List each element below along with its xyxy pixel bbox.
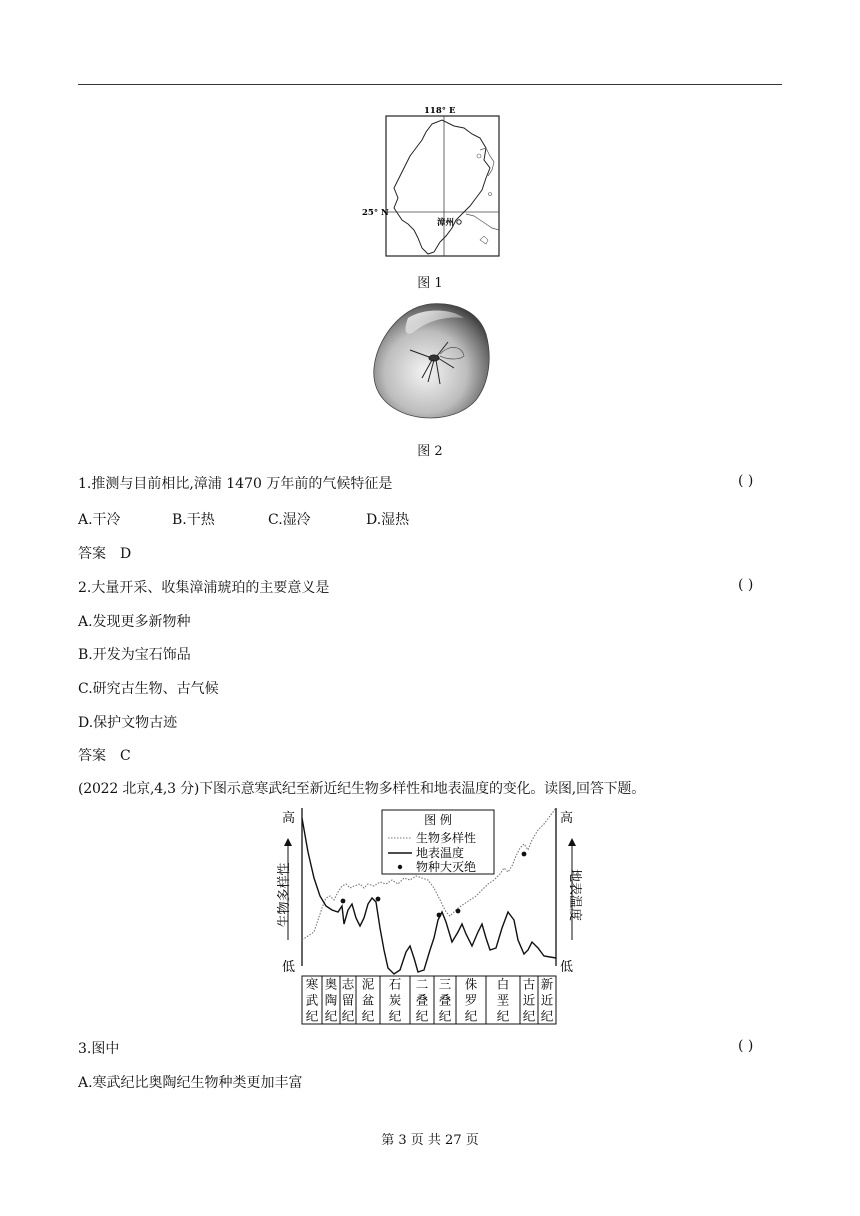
period-label-char: 纪 [361, 1008, 375, 1024]
city-label: 漳州 [437, 218, 455, 228]
period-label-char: 石 [388, 976, 402, 992]
question2-answer [78, 745, 131, 765]
period-label-char: 纪 [438, 1008, 452, 1024]
period-label-char: 叠 [415, 992, 429, 1008]
period-label-char: 纪 [388, 1008, 402, 1024]
extinction-dot [456, 909, 461, 914]
header-rule [78, 84, 782, 85]
right-arrow-head [568, 838, 576, 846]
extinction-dot [376, 897, 381, 902]
right-high-label: 高 [560, 811, 574, 826]
right-axis-label: 地表温度 [567, 868, 582, 922]
figure2-amber [368, 298, 494, 424]
option: A.干冷 [78, 512, 121, 528]
period-label-char: 留 [341, 992, 355, 1008]
answer-value: C [120, 748, 131, 764]
city-marker [457, 220, 461, 224]
period-label-char: 盆 [361, 992, 375, 1008]
period-table [302, 976, 556, 1024]
question2-stem: 2.大量开采、收集漳浦琥珀的主要意义是 [78, 580, 330, 596]
legend-swatch-extinction [398, 865, 402, 869]
left-low-label: 低 [282, 960, 296, 975]
question2-paren: ( ) [738, 577, 754, 593]
map-svg [362, 104, 502, 260]
period-label-char: 炭 [388, 992, 402, 1008]
period-label-char: 垩 [496, 992, 510, 1008]
period-label-char: 纪 [305, 1008, 319, 1024]
answer-value: D [120, 546, 132, 562]
option: D.湿热 [366, 512, 410, 528]
legend-label-extinction: 物种大灭绝 [416, 860, 477, 874]
question2-option-a: A.发现更多新物种 [78, 614, 191, 630]
period-label-char: 新 [540, 976, 554, 992]
legend-label-temperature: 地表温度 [416, 846, 465, 860]
answer-label: 答案 [78, 748, 106, 764]
extinction-dot [522, 852, 527, 857]
legend-title: 图 例 [424, 813, 452, 827]
period-label-char: 纪 [341, 1008, 355, 1024]
question1-options [78, 509, 409, 529]
period-label-char: 白 [496, 976, 510, 992]
question2-option-b: B.开发为宝石饰品 [78, 647, 191, 663]
figure2-caption: 图 2 [417, 444, 443, 459]
page-footer: 第 3 页 共 27 页 [381, 1133, 479, 1148]
period-label-char: 近 [540, 992, 554, 1008]
period-label-char: 罗 [464, 992, 478, 1008]
option: B.干热 [172, 512, 215, 528]
answer-label: 答案 [78, 546, 106, 562]
longitude-label: 118° E [424, 106, 456, 116]
left-arrow-head [284, 838, 292, 846]
intro-text: (2022 北京,4,3 分)下图示意寒武纪至新近纪生物多样性和地表温度的变化。读图,回答下题。 [78, 781, 646, 797]
period-label-char: 近 [522, 992, 536, 1008]
chart-svg [268, 800, 588, 1030]
period-label-char: 泥 [361, 976, 375, 992]
extinction-dot [341, 899, 346, 904]
latitude-label: 25° N [362, 208, 389, 218]
left-axis-label: 生物多样性 [277, 862, 292, 928]
period-label-char: 古 [522, 976, 536, 992]
period-label-char: 寒 [305, 976, 319, 992]
period-label-char: 志 [341, 976, 355, 992]
left-high-label: 高 [282, 811, 296, 826]
legend-label-biodiversity: 生物多样性 [416, 831, 477, 845]
question1-stem: 1.推测与目前相比,漳浦 1470 万年前的气候特征是 [78, 476, 393, 492]
period-label-char: 纪 [464, 1008, 478, 1024]
question3-option-a: A.寒武纪比奥陶纪生物种类更加丰富 [78, 1075, 303, 1091]
period-label-char: 纪 [540, 1008, 554, 1024]
period-label-char: 纪 [415, 1008, 429, 1024]
biodiversity-chart [268, 800, 588, 1030]
right-low-label: 低 [560, 960, 574, 975]
amber-svg [368, 298, 494, 424]
period-label-char: 二 [415, 976, 429, 992]
option: C.湿冷 [268, 512, 311, 528]
period-label-char: 纪 [522, 1008, 536, 1024]
question3-paren: ( ) [738, 1038, 754, 1054]
period-label-char: 奥 [324, 976, 338, 992]
period-label-char: 陶 [324, 992, 338, 1008]
figure1-map [362, 104, 502, 260]
extinction-dot [437, 913, 442, 918]
period-label-char: 侏 [464, 976, 478, 992]
period-label-char: 纪 [324, 1008, 338, 1024]
question1-answer [78, 543, 131, 563]
period-label-char: 纪 [496, 1008, 510, 1024]
map-frame [386, 116, 499, 256]
question1-paren: ( ) [738, 473, 754, 489]
figure1-caption: 图 1 [417, 276, 443, 291]
period-label-char: 武 [305, 992, 319, 1008]
question3-stem: 3.图中 [78, 1041, 120, 1057]
question2-option-c: C.研究古生物、古气候 [78, 681, 219, 697]
period-label-char: 叠 [438, 992, 452, 1008]
period-label-char: 三 [438, 976, 452, 992]
question2-option-d: D.保护文物古迹 [78, 715, 178, 731]
chart-legend [382, 810, 494, 874]
